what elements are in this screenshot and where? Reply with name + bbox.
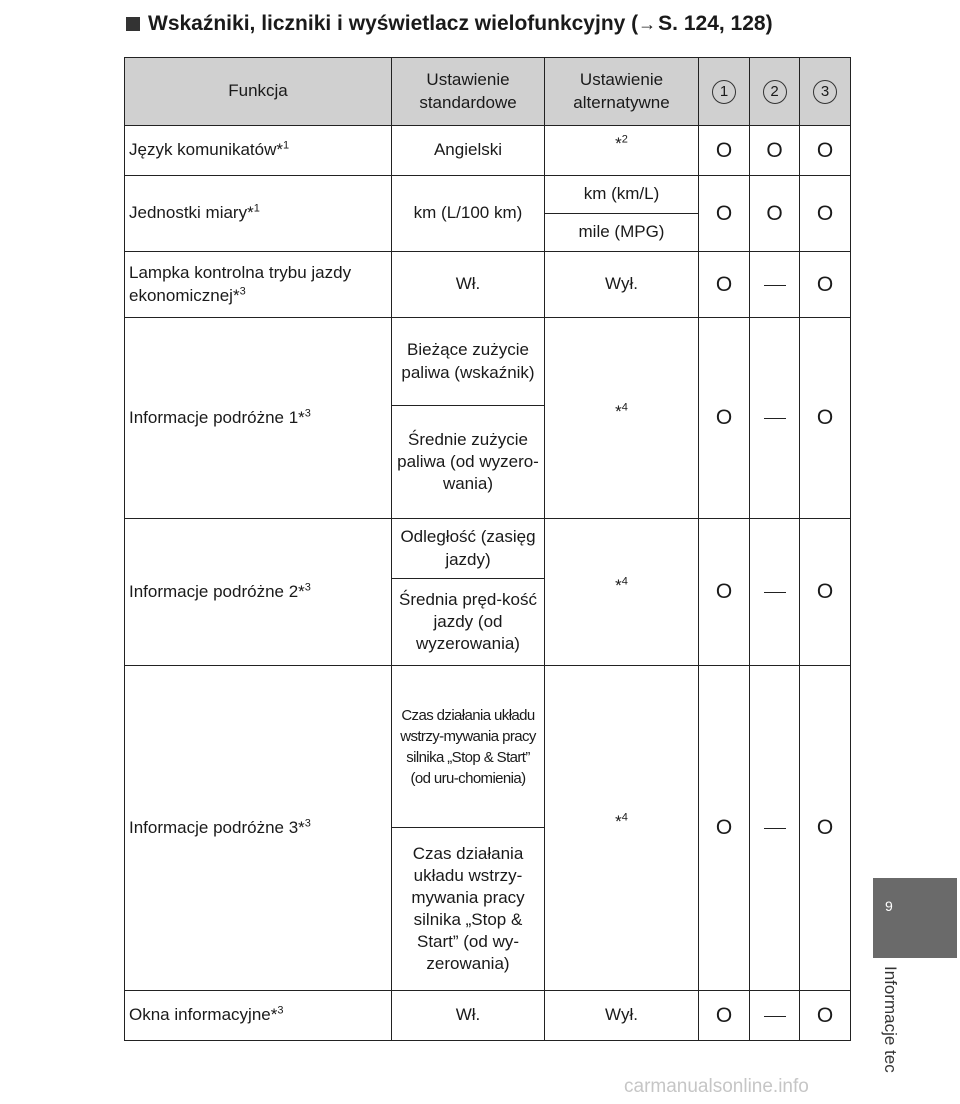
table-header-row	[125, 58, 851, 126]
standard-cell: Czas działania układu wstrzy-mywania pracy silnika „Stop & Start” (od uru-chomienia)	[392, 666, 545, 828]
table-row	[125, 991, 851, 1041]
heading-text: Wskaźniki, liczniki i wyświetlacz wielofunkcyjny (	[148, 12, 639, 35]
header-col-1	[699, 58, 750, 126]
mark-cell-2: O	[750, 126, 800, 176]
function-cell: Język komunikatów*$^1$	[125, 126, 392, 176]
mark-cell-3: O	[800, 318, 851, 519]
standard-cell: Angielski	[392, 126, 545, 176]
dash-mark	[764, 418, 786, 419]
mark-cell-3: O	[800, 991, 851, 1041]
standard-cell: Średnie zużycie paliwa (od wyzero-wania)	[392, 406, 545, 519]
table-row	[125, 318, 851, 406]
square-bullet-icon	[126, 17, 140, 31]
alternative-cell: *$^2$	[545, 126, 699, 176]
chapter-tab[interactable]	[873, 878, 957, 958]
mark-cell-2	[750, 666, 800, 991]
function-cell: Informacje podróżne 3*$^3$	[125, 666, 392, 991]
mark-cell-1: O	[699, 252, 750, 318]
mark-cell-2	[750, 318, 800, 519]
function-cell: Informacje podróżne 2*$^3$	[125, 519, 392, 666]
chapter-number: 9	[885, 898, 893, 914]
standard-cell: Średnia pręd-kość jazdy (od wyzerowania)	[392, 579, 545, 666]
circled-number-1: 1	[712, 80, 736, 104]
table-row	[125, 126, 851, 176]
settings-table	[124, 57, 851, 1041]
mark-cell-3: O	[800, 666, 851, 991]
alternative-cell: km (km/L)	[545, 176, 699, 214]
mark-cell-2: O	[750, 176, 800, 252]
mark-cell-1: O	[699, 519, 750, 666]
header-alternative: Ustawienie alternatywne	[545, 58, 699, 126]
mark-cell-3: O	[800, 176, 851, 252]
mark-cell-3: O	[800, 126, 851, 176]
header-col-3	[800, 58, 851, 126]
chapter-label: Informacje tec	[881, 966, 900, 1073]
watermark: carmanualsonline.info	[624, 1076, 809, 1097]
standard-cell: Wł.	[392, 252, 545, 318]
alternative-cell: *$^4$	[545, 666, 699, 991]
alternative-cell: Wył.	[545, 991, 699, 1041]
header-standard: Ustawienie standardowe	[392, 58, 545, 126]
arrow-right-icon: →	[638, 13, 657, 34]
alternative-cell: *$^4$	[545, 318, 699, 519]
alternative-cell: *$^4$	[545, 519, 699, 666]
mark-cell-1: O	[699, 126, 750, 176]
table-row	[125, 519, 851, 579]
mark-cell-2	[750, 991, 800, 1041]
dash-mark	[764, 828, 786, 829]
mark-cell-1: O	[699, 666, 750, 991]
mark-cell-1: O	[699, 176, 750, 252]
dash-mark	[764, 592, 786, 593]
function-cell: Informacje podróżne 1*$^3$	[125, 318, 392, 519]
circled-number-3: 3	[813, 80, 837, 104]
heading-page-ref[interactable]: S. 124, 128)	[658, 12, 773, 35]
dash-mark	[764, 1016, 786, 1017]
alternative-cell: mile (MPG)	[545, 214, 699, 252]
section-heading	[126, 12, 773, 36]
standard-cell: Czas działania układu wstrzy-mywania pracy silnika „Stop & Start” (od wy-zerowania)	[392, 828, 545, 991]
header-col-2	[750, 58, 800, 126]
function-cell: Jednostki miary*$^1$	[125, 176, 392, 252]
mark-cell-2	[750, 519, 800, 666]
table-row	[125, 176, 851, 214]
table-row	[125, 666, 851, 828]
alternative-cell: Wył.	[545, 252, 699, 318]
mark-cell-3: O	[800, 252, 851, 318]
mark-cell-1: O	[699, 318, 750, 519]
circled-number-2: 2	[763, 80, 787, 104]
standard-cell: km (L/100 km)	[392, 176, 545, 252]
header-function: Funkcja	[125, 58, 392, 126]
standard-cell: Wł.	[392, 991, 545, 1041]
function-cell: Lampka kontrolna trybu jazdy ekonomicznej*$^3$	[125, 252, 392, 318]
standard-cell: Bieżące zużycie paliwa (wskaźnik)	[392, 318, 545, 406]
table-row	[125, 252, 851, 318]
mark-cell-1: O	[699, 991, 750, 1041]
function-cell: Okna informacyjne*$^3$	[125, 991, 392, 1041]
dash-mark	[764, 285, 786, 286]
mark-cell-2	[750, 252, 800, 318]
mark-cell-3: O	[800, 519, 851, 666]
standard-cell: Odległość (zasięg jazdy)	[392, 519, 545, 579]
